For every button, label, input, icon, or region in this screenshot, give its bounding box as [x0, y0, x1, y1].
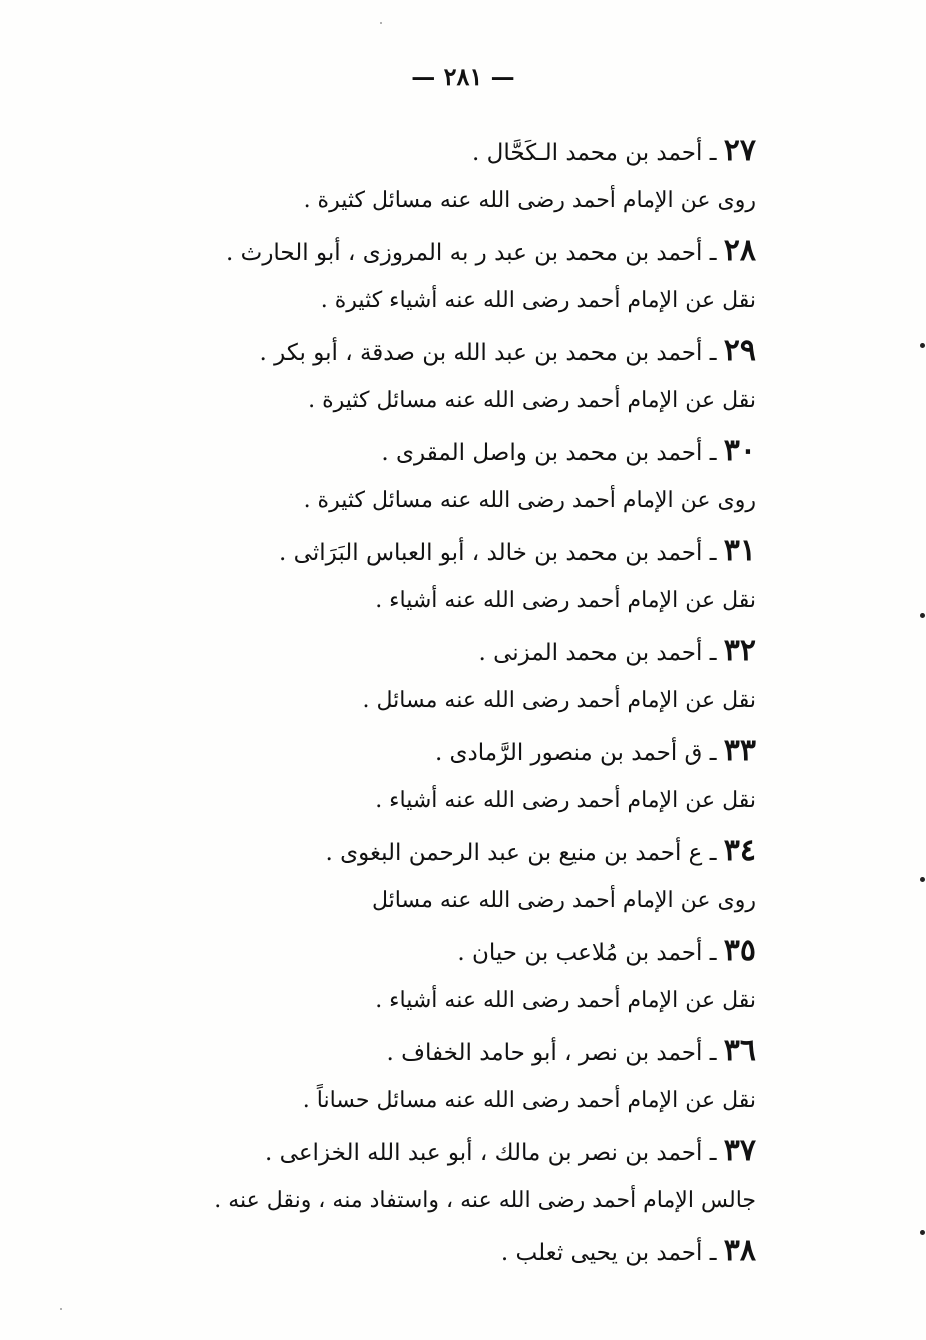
entry-number: ٣٤: [723, 833, 756, 868]
entry-number: ٢٧: [723, 133, 756, 168]
entry-name: ـ أحمد بن نصر ، أبو حامد الخفاف .: [386, 1040, 717, 1066]
entry-name: ـ أحمد بن محمد بن عبد ر به المروزى ، أبو الحارث .: [226, 240, 717, 266]
entry-number: ٣٥: [723, 933, 756, 968]
entry-heading: [156, 826, 756, 876]
margin-dot: [920, 343, 925, 348]
entry-name: ـ ق أحمد بن منصور الرَّمادى .: [434, 740, 717, 766]
entry-description: روى عن الإمام أحمد رضى الله عنه مسائل: [371, 888, 756, 913]
paper-speck: [60, 1308, 62, 1310]
entry-number: ٣١: [723, 533, 756, 568]
paper-speck: [380, 22, 382, 24]
entry-name: ـ أحمد بن مُلاعب بن حيان .: [457, 940, 717, 966]
entry-name: ـ أحمد بن محمد بن خالد ، أبو العباس البَرَاثى .: [279, 540, 717, 566]
entry-heading: [156, 426, 756, 476]
entry-heading: [156, 1126, 756, 1176]
entry-name: ـ أحمد بن محمد بن واصل المقرى .: [381, 440, 717, 466]
entry-name: ـ أحمد بن محمد الـكَحَّال .: [472, 140, 717, 166]
entry-heading: [156, 1026, 756, 1076]
entry-description: نقل عن الإمام أحمد رضى الله عنه أشياء كثيرة .: [320, 288, 756, 313]
entry-heading: [156, 226, 756, 276]
biography-list: [156, 126, 756, 1276]
entry-heading: [156, 726, 756, 776]
entry-number: ٣٦: [723, 1033, 756, 1068]
entry-description: نقل عن الإمام أحمد رضى الله عنه مسائل .: [362, 688, 756, 713]
entry-number: ٢٨: [723, 233, 756, 268]
entry-description: نقل عن الإمام أحمد رضى الله عنه أشياء .: [375, 988, 756, 1013]
margin-dot: [920, 1230, 925, 1235]
entry-description: نقل عن الإمام أحمد رضى الله عنه أشياء .: [375, 788, 756, 813]
page-number: — ٢٨١ —: [411, 62, 515, 91]
entry-description: روى عن الإمام أحمد رضى الله عنه مسائل كثيرة .: [303, 488, 756, 513]
entry-heading: [156, 526, 756, 576]
entry-name: ـ ع أحمد بن منيع بن عبد الرحمن البغوى .: [325, 840, 717, 866]
entry-number: ٣٢: [723, 633, 756, 668]
entry-number: ٣٣: [723, 733, 756, 768]
entry-number: ٣٧: [723, 1133, 756, 1168]
entry-description: نقل عن الإمام أحمد رضى الله عنه أشياء .: [375, 588, 756, 613]
entry-number: ٣٨: [723, 1233, 756, 1268]
entry-name: ـ أحمد بن يحيى ثعلب .: [500, 1240, 717, 1266]
entry-number: ٢٩: [723, 333, 756, 368]
entry-description: جالس الإمام أحمد رضى الله عنه ، واستفاد منه ، ونقل عنه .: [214, 1188, 756, 1213]
entry-heading: [156, 126, 756, 176]
entry-description: نقل عن الإمام أحمد رضى الله عنه مسائل حساناً .: [302, 1088, 756, 1113]
margin-dot: [920, 613, 925, 618]
entry-name: ـ أحمد بن نصر بن مالك ، أبو عبد الله الخزاعى .: [265, 1140, 717, 1166]
entry-heading: [156, 1226, 756, 1276]
entry-heading: [156, 326, 756, 376]
entry-description: نقل عن الإمام أحمد رضى الله عنه مسائل كثيرة .: [308, 388, 756, 413]
entry-description: روى عن الإمام أحمد رضى الله عنه مسائل كثيرة .: [303, 188, 756, 213]
entry-name: ـ أحمد بن محمد بن عبد الله بن صدقة ، أبو بكر .: [259, 340, 717, 366]
entry-heading: [156, 926, 756, 976]
entry-name: ـ أحمد بن محمد المزنى .: [478, 640, 717, 666]
entry-number: ٣٠: [723, 433, 756, 468]
margin-dot: [920, 877, 925, 882]
entry-heading: [156, 626, 756, 676]
